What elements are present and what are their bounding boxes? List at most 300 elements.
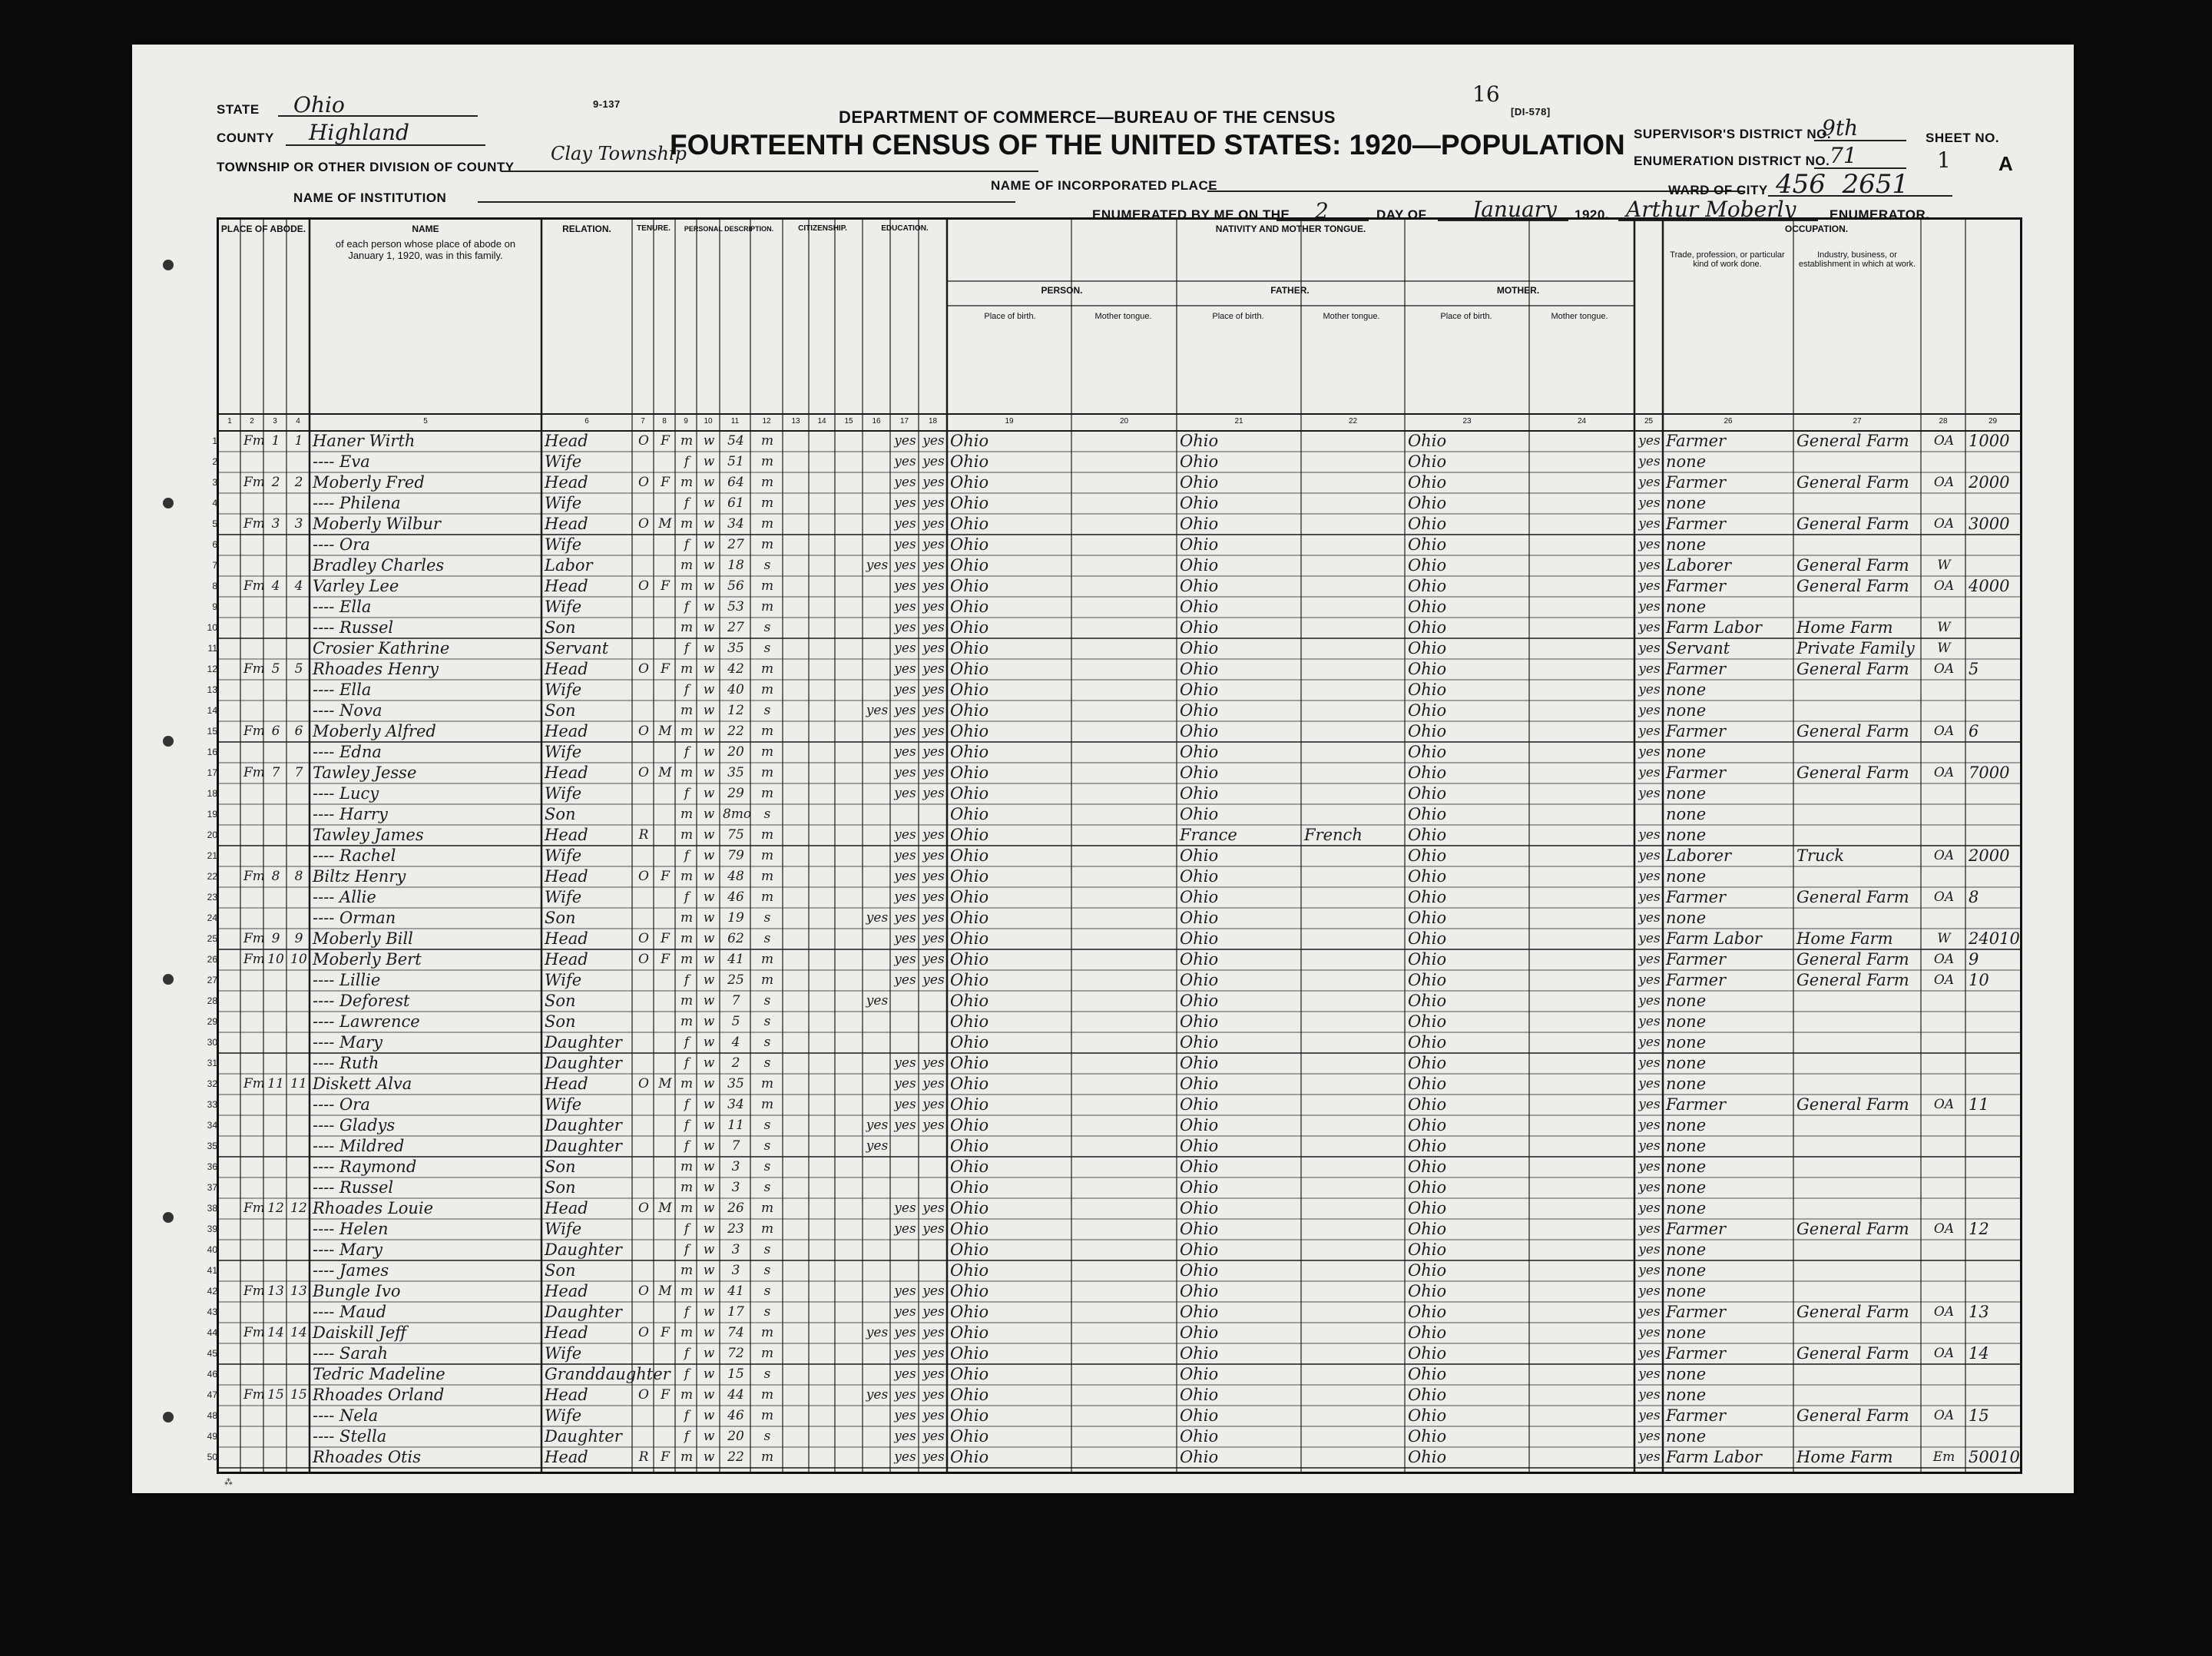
cell-fa: 10 (290, 952, 307, 967)
cell-fpob: Ohio (1180, 1240, 1219, 1259)
cell-pob: Ohio (950, 618, 989, 637)
table-row (207, 680, 2020, 700)
table-row (212, 431, 2020, 452)
cell-fpob: Ohio (1180, 1075, 1219, 1093)
cell-mar: s (763, 1283, 771, 1299)
cell-sex: m (680, 1201, 694, 1216)
cell-occ: Farmer (1666, 1220, 1727, 1238)
cell-mpob: Ohio (1408, 535, 1447, 554)
cell-fpob: Ohio (1180, 1427, 1219, 1446)
cell-rel: Head (545, 1075, 588, 1093)
cell-mpob: Ohio (1408, 473, 1447, 492)
cell-dw: 9 (271, 931, 280, 946)
cell-pob: Ohio (950, 681, 989, 699)
cell-code: 2000 (1969, 473, 2010, 492)
cell-rel: Head (545, 1323, 588, 1342)
cell-s: Fm (243, 724, 265, 739)
cell-occ: none (1666, 598, 1707, 616)
cell-rel: Daughter (545, 1137, 622, 1155)
cell-name: ---- Lucy (313, 784, 379, 803)
cell-pob: Ohio (950, 1137, 989, 1155)
line-number: 41 (207, 1265, 217, 1276)
cell-eng: yes (1638, 620, 1661, 635)
cell-pob: Ohio (950, 1365, 989, 1383)
cell-age: 64 (727, 475, 744, 490)
cell-mf: F (661, 578, 670, 594)
line-number: 31 (207, 1058, 217, 1068)
cell-name: Rhoades Louie (313, 1199, 434, 1217)
header-relation: RELATION. (562, 224, 611, 234)
cell-eng: yes (1638, 1366, 1661, 1382)
cell-age: 75 (727, 827, 744, 843)
cell-dw: 7 (271, 765, 280, 780)
cell-ind: Private Family (1796, 639, 1915, 657)
cell-occ: Farmer (1666, 722, 1727, 740)
census-sheet (132, 45, 2074, 1493)
cell-pob: Ohio (950, 494, 989, 512)
cell-mar: m (760, 1076, 774, 1091)
cell-eng: yes (1638, 910, 1661, 926)
cell-mar: m (760, 661, 774, 677)
cell-name: ---- Orman (313, 909, 396, 927)
cell-eng: yes (1638, 1429, 1661, 1444)
cell-mpob: Ohio (1408, 1365, 1447, 1383)
cell-cls: Em (1932, 1449, 1955, 1465)
header-citizenship: CITIZENSHIP. (798, 224, 847, 233)
cell-code: 5 (1969, 660, 1979, 678)
cell-occ: none (1666, 701, 1707, 720)
line-number: 49 (207, 1431, 217, 1442)
column-number: 28 (1939, 417, 1948, 426)
cell-rel: Head (545, 660, 588, 678)
cell-pob: Ohio (950, 1054, 989, 1072)
cell-sex: m (680, 910, 694, 926)
cell-name: Bungle Ivo (313, 1282, 401, 1300)
column-number: 1 (227, 417, 232, 426)
cell-occ: Farmer (1666, 763, 1727, 782)
cell-race: w (703, 1429, 715, 1444)
cell-wr: yes (922, 1221, 945, 1237)
cell-eng: yes (1638, 599, 1661, 614)
cell-pob: Ohio (950, 1303, 989, 1321)
cell-code: 14 (1969, 1344, 1989, 1363)
table-row (207, 1095, 2020, 1115)
cell-fpob: France (1180, 826, 1237, 844)
cell-race: w (703, 1387, 715, 1403)
cell-sex: m (680, 433, 694, 449)
cell-age: 3 (731, 1263, 740, 1278)
cell-mpob: Ohio (1408, 1220, 1447, 1238)
cell-mf: M (658, 1076, 672, 1091)
column-number: 16 (872, 417, 881, 426)
cell-ind: General Farm (1796, 515, 1909, 533)
cell-age: 7 (731, 993, 740, 1009)
cell-wr: yes (922, 703, 945, 718)
cell-fa: 9 (294, 931, 303, 946)
cell-age: 35 (727, 765, 744, 780)
cell-mf: F (661, 1325, 670, 1340)
cell-name: Tawley James (313, 826, 424, 844)
cell-name: ---- Ruth (313, 1054, 379, 1072)
table-row (207, 1115, 2020, 1136)
cell-s: Fm (243, 433, 265, 449)
cell-age: 41 (727, 1283, 744, 1299)
line-number: 11 (207, 643, 217, 654)
cell-fpob: Ohio (1180, 1116, 1219, 1134)
cell-fpob: Ohio (1180, 867, 1219, 886)
cell-age: 18 (727, 558, 744, 573)
cell-pob: Ohio (950, 971, 989, 989)
cell-occ: none (1666, 1261, 1707, 1280)
cell-race: w (703, 620, 715, 635)
cell-name: ---- Allie (313, 888, 376, 906)
cell-sex: f (684, 972, 690, 988)
cell-pob: Ohio (950, 701, 989, 720)
cell-rel: Wife (545, 494, 582, 512)
cell-mpob: Ohio (1408, 909, 1447, 927)
cell-sex: m (680, 1263, 694, 1278)
line-number: 30 (207, 1037, 217, 1048)
cell-name: ---- Mildred (313, 1137, 405, 1155)
cell-name: ---- Lawrence (313, 1012, 420, 1031)
cell-eng: yes (1638, 1180, 1661, 1195)
department: DEPARTMENT OF COMMERCE—BUREAU OF THE CENSUS (839, 108, 1336, 127)
cell-ind: Home Farm (1796, 1448, 1893, 1466)
cell-fpob: Ohio (1180, 1448, 1219, 1466)
cell-cls: W (1937, 641, 1951, 656)
cell-fpob: Ohio (1180, 1033, 1219, 1052)
cell-rd: yes (894, 516, 916, 532)
cell-sch: yes (866, 993, 889, 1009)
table-row (207, 1177, 2020, 1198)
line-number: 38 (207, 1203, 217, 1214)
cell-mpob: Ohio (1408, 639, 1447, 657)
cell-mpob: Ohio (1408, 763, 1447, 782)
line-number: 27 (207, 975, 217, 985)
cell-pob: Ohio (950, 743, 989, 761)
cell-mar: m (760, 682, 774, 697)
cell-sex: m (680, 1387, 694, 1403)
cell-rel: Granddaughter (545, 1365, 671, 1383)
institution-label: NAME OF INSTITUTION (293, 190, 447, 205)
cell-sex: f (684, 1242, 690, 1257)
cell-rel: Son (545, 909, 576, 927)
cell-pob: Ohio (950, 577, 989, 595)
header-person: PERSON. (1041, 285, 1083, 296)
cell-eng: yes (1638, 1138, 1661, 1154)
cell-wr: yes (922, 910, 945, 926)
cell-own: O (638, 516, 649, 532)
cell-mpob: Ohio (1408, 1054, 1447, 1072)
cell-fpob: Ohio (1180, 701, 1219, 720)
cell-ind: Home Farm (1796, 929, 1893, 948)
line-number: 44 (207, 1327, 217, 1338)
cell-age: 56 (727, 578, 744, 594)
cell-fpob: Ohio (1180, 929, 1219, 948)
cell-wr: yes (922, 682, 945, 697)
cell-eng: yes (1638, 1201, 1661, 1216)
cell-fpob: Ohio (1180, 1095, 1219, 1114)
cell-race: w (703, 993, 715, 1009)
cell-fpob: Ohio (1180, 909, 1219, 927)
cell-rel: Wife (545, 1406, 582, 1425)
line-number: 1 (212, 436, 217, 446)
table-row (207, 638, 2020, 659)
cell-rel: Servant (545, 639, 609, 657)
cell-name: ---- Harry (313, 805, 388, 823)
cell-race: w (703, 558, 715, 573)
cell-pob: Ohio (950, 1406, 989, 1425)
cell-dw: 15 (267, 1387, 284, 1403)
cell-eng: yes (1638, 454, 1661, 469)
table-row (207, 1426, 2020, 1447)
cell-rel: Head (545, 763, 588, 782)
supervisor-label: SUPERVISOR'S DISTRICT NO. (1634, 127, 1832, 141)
cell-sex: f (684, 537, 690, 552)
cell-wr: yes (922, 661, 945, 677)
cell-name: ---- Helen (313, 1220, 389, 1238)
cell-rd: yes (894, 827, 916, 843)
state-label: STATE (217, 102, 260, 117)
enumerated-month: January (1472, 197, 1557, 222)
cell-race: w (703, 1201, 715, 1216)
cell-pob: Ohio (950, 515, 989, 533)
cell-rd: yes (894, 786, 916, 801)
cell-name: Moberly Wilbur (313, 515, 441, 533)
cell-race: w (703, 931, 715, 946)
cell-rd: yes (894, 682, 916, 697)
cell-race: w (703, 516, 715, 532)
line-number: 47 (207, 1389, 217, 1400)
cell-sex: f (684, 1118, 690, 1133)
cell-age: 51 (727, 454, 744, 469)
cell-occ: none (1666, 1054, 1707, 1072)
table-row (207, 700, 2020, 721)
line-number: 15 (207, 726, 217, 737)
cell-sex: m (680, 1159, 694, 1174)
cell-rel: Son (545, 618, 576, 637)
cell-pob: Ohio (950, 1095, 989, 1114)
cell-mar: m (760, 1408, 774, 1423)
cell-mf: M (658, 724, 672, 739)
table-row (207, 991, 2020, 1012)
cell-code: 9 (1969, 950, 1979, 969)
line-number: 29 (207, 1016, 217, 1027)
cell-wr: yes (922, 1097, 945, 1112)
cell-race: w (703, 703, 715, 718)
header-mt-mother: Mother tongue. (1551, 312, 1608, 321)
column-number: 6 (584, 417, 589, 426)
cell-occ: none (1666, 1282, 1707, 1300)
cell-sex: f (684, 848, 690, 863)
supervisor-value: 9th (1822, 115, 1859, 141)
cell-cls: OA (1933, 972, 1955, 988)
table-row (207, 825, 2020, 846)
cell-pob: Ohio (950, 888, 989, 906)
cell-fpob: Ohio (1180, 1365, 1219, 1383)
cell-pob: Ohio (950, 867, 989, 886)
cell-occ: Farmer (1666, 950, 1727, 969)
cell-mar: s (763, 931, 771, 946)
cell-age: 35 (727, 1076, 744, 1091)
cell-rel: Daughter (545, 1054, 622, 1072)
cell-age: 4 (731, 1035, 740, 1050)
enumerator-label: ENUMERATOR. (1830, 207, 1930, 222)
line-number: 16 (207, 747, 217, 757)
cell-fa: 12 (290, 1201, 307, 1216)
table-row (207, 1447, 2020, 1468)
line-number: 2 (212, 456, 217, 467)
cell-race: w (703, 1076, 715, 1091)
cell-occ: none (1666, 681, 1707, 699)
cell-mpob: Ohio (1408, 992, 1447, 1010)
line-number: 48 (207, 1410, 217, 1421)
cell-code: 3000 (1969, 515, 2010, 533)
cell-race: w (703, 1138, 715, 1154)
cell-race: w (703, 786, 715, 801)
cell-rel: Wife (545, 1095, 582, 1114)
cell-sex: f (684, 744, 690, 760)
cell-dw: 2 (271, 475, 280, 490)
cell-fa: 3 (294, 516, 303, 532)
cell-eng: yes (1638, 993, 1661, 1009)
cell-age: 34 (727, 1097, 744, 1112)
table-row (207, 846, 2020, 866)
cell-pob: Ohio (950, 1282, 989, 1300)
cell-rel: Son (545, 1261, 576, 1280)
cell-race: w (703, 1221, 715, 1237)
state-value: Ohio (293, 92, 345, 118)
cell-age: 7 (731, 1138, 740, 1154)
line-number: 35 (207, 1141, 217, 1151)
cell-s: Fm (243, 516, 265, 532)
cell-cls: OA (1933, 1221, 1955, 1237)
column-number: 10 (704, 417, 713, 426)
cell-race: w (703, 806, 715, 822)
cell-mar: s (763, 1366, 771, 1382)
cell-cls: OA (1933, 1097, 1955, 1112)
cell-mar: m (760, 972, 774, 988)
cell-pob: Ohio (950, 535, 989, 554)
column-number: 4 (296, 417, 300, 426)
cell-sex: f (684, 1138, 690, 1154)
cell-rd: yes (894, 1408, 916, 1423)
column-number: 23 (1462, 417, 1472, 426)
cell-fa: 8 (294, 869, 303, 884)
cell-rel: Son (545, 701, 576, 720)
cell-eng: yes (1638, 516, 1661, 532)
cell-fpob: Ohio (1180, 805, 1219, 823)
cell-cls: W (1937, 620, 1951, 635)
cell-age: 19 (727, 910, 744, 926)
column-number: 3 (273, 417, 277, 426)
cell-rd: yes (894, 869, 916, 884)
cell-occ: none (1666, 1386, 1707, 1404)
cell-rel: Wife (545, 1344, 582, 1363)
table-row (207, 1343, 2020, 1364)
cell-age: 23 (727, 1221, 744, 1237)
cell-fpob: Ohio (1180, 722, 1219, 740)
cell-mar: m (760, 1346, 774, 1361)
cell-rel: Head (545, 515, 588, 533)
line-number: 18 (207, 788, 217, 799)
cell-cls: OA (1933, 848, 1955, 863)
cell-mar: m (760, 475, 774, 490)
cell-mar: m (760, 724, 774, 739)
cell-mar: m (760, 1449, 774, 1465)
enumeration-label: ENUMERATION DISTRICT NO. (1634, 154, 1830, 168)
cell-mar: m (760, 1201, 774, 1216)
cell-mf: M (658, 1283, 672, 1299)
table-row (207, 1136, 2020, 1157)
cell-rel: Head (545, 867, 588, 886)
table-row (207, 970, 2020, 991)
cell-rd: yes (894, 1221, 916, 1237)
cell-age: 46 (727, 1408, 744, 1423)
cell-age: 62 (727, 931, 744, 946)
column-number: 17 (899, 417, 909, 426)
cell-mpob: Ohio (1408, 929, 1447, 948)
cell-rel: Head (545, 722, 588, 740)
cell-sex: f (684, 1097, 690, 1112)
cell-occ: Farmer (1666, 1406, 1727, 1425)
cell-code: 1000 (1969, 432, 2010, 450)
cell-fpob: Ohio (1180, 950, 1219, 969)
cell-race: w (703, 1408, 715, 1423)
cell-race: w (703, 1014, 715, 1029)
cell-mpob: Ohio (1408, 1303, 1447, 1321)
cell-fpob: Ohio (1180, 1220, 1219, 1238)
cell-code: 12 (1969, 1220, 1989, 1238)
cell-sex: f (684, 1055, 690, 1071)
cell-eng: yes (1638, 952, 1661, 967)
line-number: 21 (207, 850, 217, 861)
cell-rel: Son (545, 992, 576, 1010)
cell-fpob: Ohio (1180, 452, 1219, 471)
cell-fpob: Ohio (1180, 494, 1219, 512)
cell-rel: Son (545, 1158, 576, 1176)
line-number: 43 (207, 1307, 217, 1317)
cell-name: ---- Philena (313, 494, 401, 512)
cell-eng: yes (1638, 495, 1661, 511)
table-row (207, 763, 2020, 783)
cell-wr: yes (922, 1449, 945, 1465)
cell-sex: f (684, 786, 690, 801)
cell-code: 8 (1969, 888, 1979, 906)
cell-code: 6 (1969, 722, 1979, 740)
cell-rd: yes (894, 910, 916, 926)
cell-own: O (638, 1283, 649, 1299)
cell-fpob: Ohio (1180, 1406, 1219, 1425)
cell-ind: Truck (1796, 846, 1845, 865)
cell-wr: yes (922, 1118, 945, 1133)
cell-fpob: Ohio (1180, 660, 1219, 678)
cell-occ: Farmer (1666, 515, 1727, 533)
cell-eng: yes (1638, 1449, 1661, 1465)
cell-dw: 3 (271, 516, 280, 532)
cell-mpob: Ohio (1408, 805, 1447, 823)
cell-fpob: Ohio (1180, 1282, 1219, 1300)
column-number: 8 (662, 417, 667, 426)
cell-wr: yes (922, 889, 945, 905)
cell-s: Fm (243, 1201, 265, 1216)
cell-mpob: Ohio (1408, 1406, 1447, 1425)
column-number: 18 (928, 417, 938, 426)
cell-ind: General Farm (1796, 1095, 1909, 1114)
cell-occ: none (1666, 1137, 1707, 1155)
cell-fpob: Ohio (1180, 784, 1219, 803)
table-row (212, 452, 2020, 472)
